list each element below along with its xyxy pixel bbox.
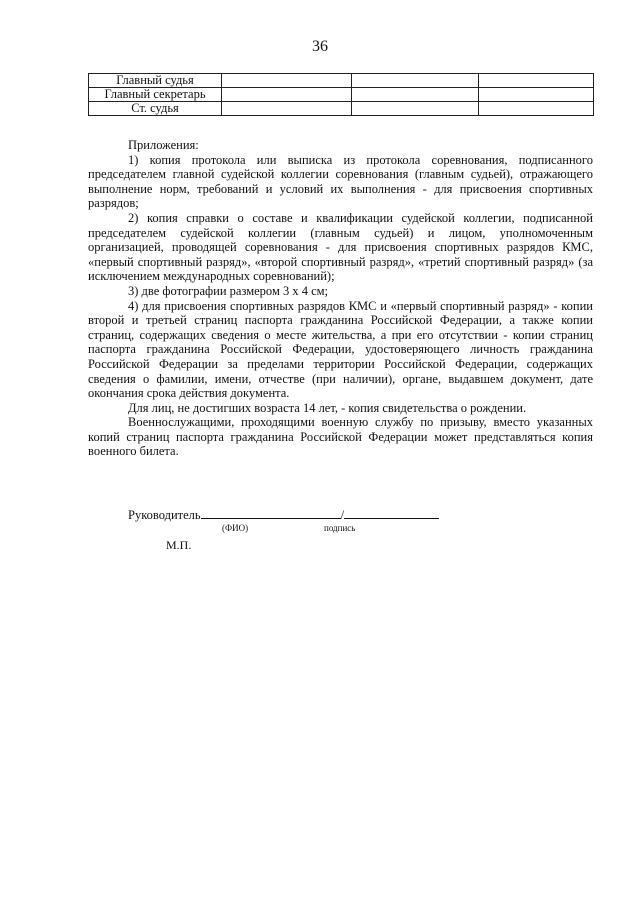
signature-block bbox=[128, 506, 439, 523]
attachment-item: 3) две фотографии размером 3 х 4 см; bbox=[128, 283, 329, 298]
table-cell bbox=[352, 88, 479, 102]
attachment-item: 4) для присвоения спортивных разрядов КМС и «первый спортивный разряд» - копии второй и третьей страниц паспорта гражданина Российской Федерации, а также копии страниц, содержащих сведения о месте жительства, а при его отсутствии - копии страниц паспорта гражданина Российской Федерации, удостоверяющего личность гражданина Российской Федерации за пределами территории Российской Федерации, содержащих сведения о фамилии, имени, отчестве (при наличии), органе, выдавшем документ, дате окончания срока действия документа. bbox=[88, 298, 593, 401]
table-row bbox=[89, 74, 594, 88]
fio-line bbox=[201, 506, 341, 519]
attachments-heading: Приложения: bbox=[128, 138, 199, 152]
table-row bbox=[89, 88, 594, 102]
page-number: 36 bbox=[312, 38, 328, 55]
note-minors: Для лиц, не достигших возраста 14 лет, - копия свидетельства о рождении. bbox=[128, 400, 527, 415]
attachments-section bbox=[88, 138, 593, 459]
fio-caption: (ФИО) bbox=[222, 523, 249, 533]
table-cell bbox=[222, 102, 352, 116]
officials-table bbox=[88, 73, 594, 116]
attachment-item: 2) копия справки о составе и квалификации судейской коллегии, подписанной председателем судейской коллегии (главным судьей) и лицом, уполномоченным организацией, проводящей соревнования - для присвоения спортивных разрядов КМС, «первый спортивный разряд», «второй спортивный разряд», «третий спортивный разряд» (за исключением международных соревнований); bbox=[88, 210, 593, 284]
table-cell bbox=[479, 74, 594, 88]
table-cell bbox=[222, 74, 352, 88]
table-cell bbox=[352, 102, 479, 116]
role-cell: Главный секретарь bbox=[89, 88, 222, 102]
table-row bbox=[89, 102, 594, 116]
table-cell bbox=[479, 88, 594, 102]
table-cell bbox=[479, 102, 594, 116]
sign-caption: подпись bbox=[324, 523, 356, 533]
table-cell bbox=[352, 74, 479, 88]
signature-label: Руководитель bbox=[128, 508, 201, 522]
signature-separator: / bbox=[340, 508, 345, 522]
table-cell bbox=[222, 88, 352, 102]
attachment-item: 1) копия протокола или выписка из протокола соревнования, подписанного председателем главной судейской коллегии соревнования (главным судьей), отражающего выполнение норм, требований и условий их выполнения - для присвоения спортивных разрядов; bbox=[88, 152, 593, 211]
sign-line bbox=[344, 506, 439, 519]
role-cell: Ст. судья bbox=[89, 102, 222, 116]
stamp-label: М.П. bbox=[166, 538, 192, 552]
role-cell: Главный судья bbox=[89, 74, 222, 88]
note-military: Военнослужащими, проходящими военную службу по призыву, вместо указанных копий страниц паспорта гражданина Российской Федерации может представляться копия военного билета. bbox=[88, 415, 593, 459]
